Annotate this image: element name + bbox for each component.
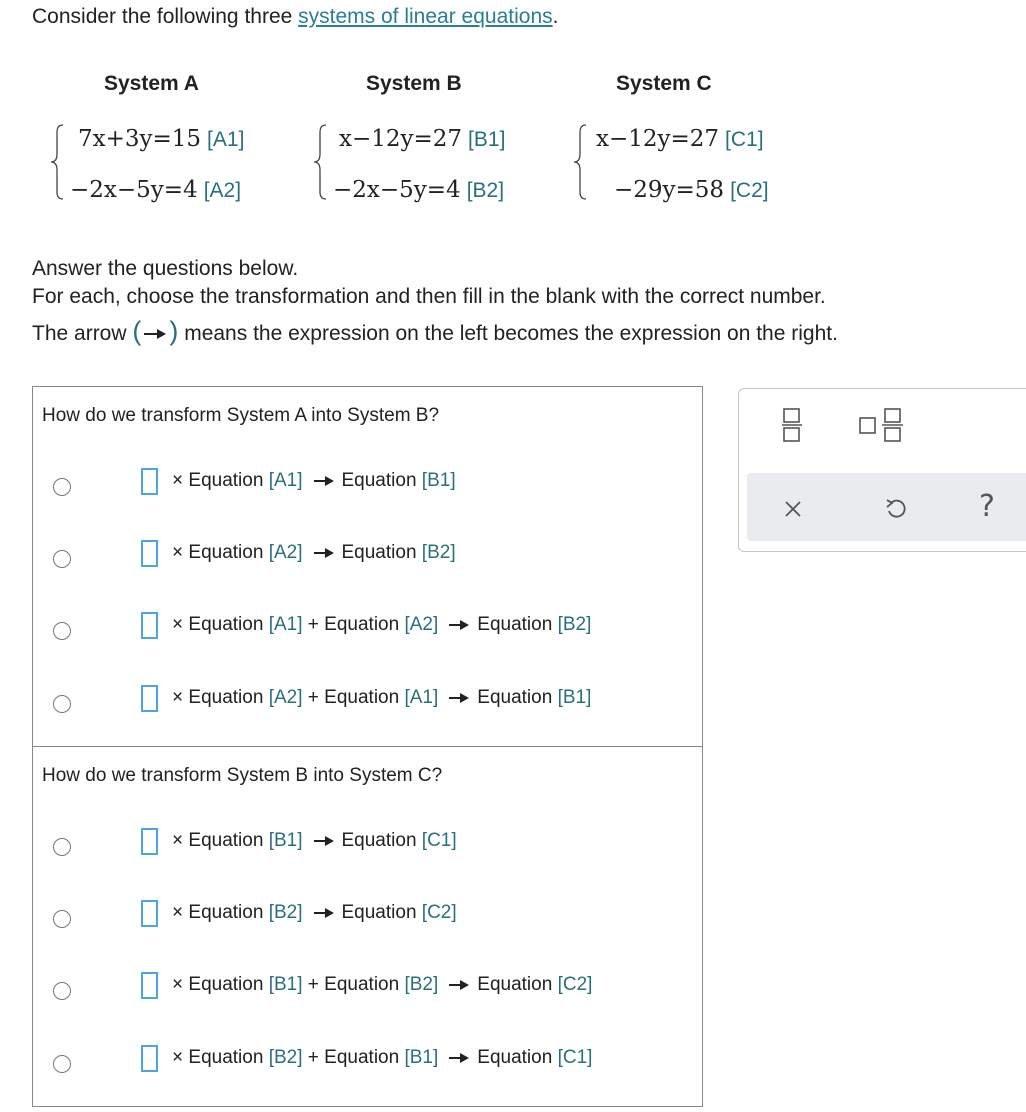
times-sign: × xyxy=(172,1047,184,1068)
q1-option-4-result-tag: [B1] xyxy=(557,687,592,708)
q2-option-3-radio[interactable] xyxy=(53,982,71,1000)
times-sign: × xyxy=(172,902,184,923)
q1-option-3-first-tag: [A1] xyxy=(268,614,303,635)
equation-word: Equation xyxy=(188,470,264,491)
q1-option-3-second-tag: [A2] xyxy=(404,614,439,635)
equation-a2-expr: −2x−5y=4 xyxy=(70,177,198,203)
equation-b2-expr: −2x−5y=4 xyxy=(333,177,461,203)
equation-word: Equation xyxy=(188,974,264,995)
equation-word: Equation xyxy=(341,830,417,851)
times-sign: × xyxy=(172,830,184,851)
system-b-brace xyxy=(313,124,327,200)
equation-b1 xyxy=(339,126,505,152)
equation-word: Equation xyxy=(324,974,400,995)
equation-c2 xyxy=(614,177,769,203)
equation-a1 xyxy=(78,126,244,152)
intro-prefix: Consider the following three xyxy=(32,5,299,28)
system-c-title: System C xyxy=(616,72,712,95)
q1-option-2-blank[interactable] xyxy=(141,540,158,567)
equation-word: Equation xyxy=(188,542,264,563)
q1-option-2-radio[interactable] xyxy=(53,550,71,568)
equation-a2 xyxy=(70,177,241,203)
q2-option-2-first-tag: [B2] xyxy=(268,902,303,923)
q1-option-2[interactable] xyxy=(33,540,702,580)
arrow-icon xyxy=(313,546,335,560)
system-a-brace xyxy=(50,124,64,200)
system-c-brace xyxy=(573,124,587,200)
q2-option-4-blank[interactable] xyxy=(141,1045,158,1072)
help-icon[interactable]: ? xyxy=(979,489,995,524)
equation-a1-tag: [A1] xyxy=(207,128,245,151)
equation-word: Equation xyxy=(477,614,553,635)
equation-word: Equation xyxy=(341,902,417,923)
q1-option-1-first-tag: [A1] xyxy=(268,470,303,491)
q1-option-1-expr xyxy=(172,470,456,492)
equation-c2-tag: [C2] xyxy=(730,179,769,202)
equation-word: Equation xyxy=(188,687,264,708)
times-sign: × xyxy=(172,614,184,635)
q1-option-2-expr xyxy=(172,542,456,564)
q1-option-4-second-tag: [A1] xyxy=(404,687,439,708)
q2-option-3[interactable] xyxy=(33,972,702,1012)
intro-text xyxy=(32,5,558,29)
question-2-title: How do we transform System B into System C? xyxy=(42,765,443,786)
q2-option-1-result-tag: [C1] xyxy=(421,830,457,851)
equation-c1-tag: [C1] xyxy=(725,128,764,151)
q1-option-3-expr xyxy=(172,614,591,636)
q2-option-3-expr xyxy=(172,974,592,996)
plus-sign: + xyxy=(307,974,319,995)
equation-word: Equation xyxy=(324,687,400,708)
equation-word: Equation xyxy=(341,470,417,491)
paren-close: ) xyxy=(169,316,179,346)
q1-option-3-radio[interactable] xyxy=(53,622,71,640)
q2-option-3-first-tag: [B1] xyxy=(268,974,303,995)
equation-c1 xyxy=(596,126,764,152)
instruction-line-3-suffix: means the expression on the left becomes the expression on the right. xyxy=(178,322,838,345)
q1-option-2-result-tag: [B2] xyxy=(421,542,456,563)
q2-option-4-result-tag: [C1] xyxy=(557,1047,593,1068)
q2-option-2-blank[interactable] xyxy=(141,900,158,927)
q1-option-4-radio[interactable] xyxy=(53,695,71,713)
question-1-box xyxy=(32,386,703,747)
equation-word: Equation xyxy=(188,1047,264,1068)
q1-option-3-result-tag: [B2] xyxy=(557,614,592,635)
times-sign: × xyxy=(172,470,184,491)
arrow-icon xyxy=(448,1051,470,1065)
q2-option-3-second-tag: [B2] xyxy=(404,974,439,995)
mixed-number-icon[interactable] xyxy=(858,407,908,443)
equation-a2-tag: [A2] xyxy=(203,179,242,202)
arrow-icon xyxy=(448,618,470,632)
q2-option-2-radio[interactable] xyxy=(53,910,71,928)
q1-option-4-blank[interactable] xyxy=(141,685,158,712)
equation-word: Equation xyxy=(188,614,264,635)
arrow-icon xyxy=(313,474,335,488)
times-sign: × xyxy=(172,974,184,995)
equation-word: Equation xyxy=(188,902,264,923)
equation-b1-tag: [B1] xyxy=(468,128,506,151)
q1-option-3-blank[interactable] xyxy=(141,612,158,639)
q1-option-1-result-tag: [B1] xyxy=(421,470,456,491)
math-toolbar xyxy=(738,388,1026,552)
clear-icon[interactable] xyxy=(783,499,803,519)
equation-c2-expr: −29y=58 xyxy=(614,177,725,203)
q1-option-1-radio[interactable] xyxy=(53,478,71,496)
arrow-icon xyxy=(448,978,470,992)
q2-option-1-first-tag: [B1] xyxy=(268,830,303,851)
q2-option-2[interactable] xyxy=(33,900,702,940)
plus-sign: + xyxy=(307,687,319,708)
question-2-box xyxy=(32,746,703,1107)
q1-option-4-first-tag: [A2] xyxy=(268,687,303,708)
q1-option-1-blank[interactable] xyxy=(141,468,158,495)
equation-b1-expr: x−12y=27 xyxy=(339,126,463,152)
paren-open: ( xyxy=(132,316,142,346)
equation-word: Equation xyxy=(324,1047,400,1068)
system-b-title: System B xyxy=(366,72,462,95)
q2-option-1[interactable] xyxy=(33,828,702,868)
equation-word: Equation xyxy=(188,830,264,851)
q2-option-4-radio[interactable] xyxy=(53,1055,71,1073)
q2-option-1-blank[interactable] xyxy=(141,828,158,855)
intro-suffix: . xyxy=(552,5,559,28)
instruction-line-3-prefix: The arrow xyxy=(32,322,133,345)
instruction-line-3 xyxy=(32,316,838,347)
equation-b2-tag: [B2] xyxy=(466,179,505,202)
q1-option-4-expr xyxy=(172,687,591,709)
q2-option-3-result-tag: [C2] xyxy=(557,974,593,995)
q2-option-2-expr xyxy=(172,902,457,924)
q2-option-4-expr xyxy=(172,1047,592,1069)
times-sign: × xyxy=(172,687,184,708)
instruction-line-2: For each, choose the transformation and then fill in the blank with the correct number. xyxy=(32,285,826,308)
plus-sign: + xyxy=(307,614,319,635)
q1-option-3[interactable] xyxy=(33,612,702,652)
q2-option-3-blank[interactable] xyxy=(141,972,158,999)
toolbar-action-row xyxy=(747,473,1026,541)
question-1-title: How do we transform System A into System B? xyxy=(42,405,440,426)
plus-sign: + xyxy=(307,1047,319,1068)
q2-option-1-expr xyxy=(172,830,457,852)
q2-option-1-radio[interactable] xyxy=(53,838,71,856)
q2-option-2-result-tag: [C2] xyxy=(421,902,457,923)
equation-a1-expr: 7x+3y=15 xyxy=(78,126,202,152)
equation-word: Equation xyxy=(341,542,417,563)
system-a-title: System A xyxy=(104,72,199,95)
q1-option-4[interactable] xyxy=(33,685,702,725)
arrow-icon xyxy=(313,906,335,920)
fraction-icon[interactable] xyxy=(781,407,803,443)
arrow-icon xyxy=(142,327,168,341)
equation-word: Equation xyxy=(324,614,400,635)
q1-option-2-first-tag: [A2] xyxy=(268,542,303,563)
equation-b2 xyxy=(333,177,504,203)
q2-option-4-first-tag: [B2] xyxy=(268,1047,303,1068)
systems-link[interactable]: systems of linear equations xyxy=(298,5,553,28)
q1-option-1[interactable] xyxy=(33,468,702,508)
equation-c1-expr: x−12y=27 xyxy=(596,126,720,152)
q2-option-4[interactable] xyxy=(33,1045,702,1085)
q2-option-4-second-tag: [B1] xyxy=(404,1047,439,1068)
arrow-icon xyxy=(313,834,335,848)
equation-word: Equation xyxy=(477,974,553,995)
instruction-line-1: Answer the questions below. xyxy=(32,257,299,280)
times-sign: × xyxy=(172,542,184,563)
arrow-icon xyxy=(448,691,470,705)
equation-word: Equation xyxy=(477,1047,553,1068)
undo-icon[interactable] xyxy=(884,497,908,521)
equation-word: Equation xyxy=(477,687,553,708)
